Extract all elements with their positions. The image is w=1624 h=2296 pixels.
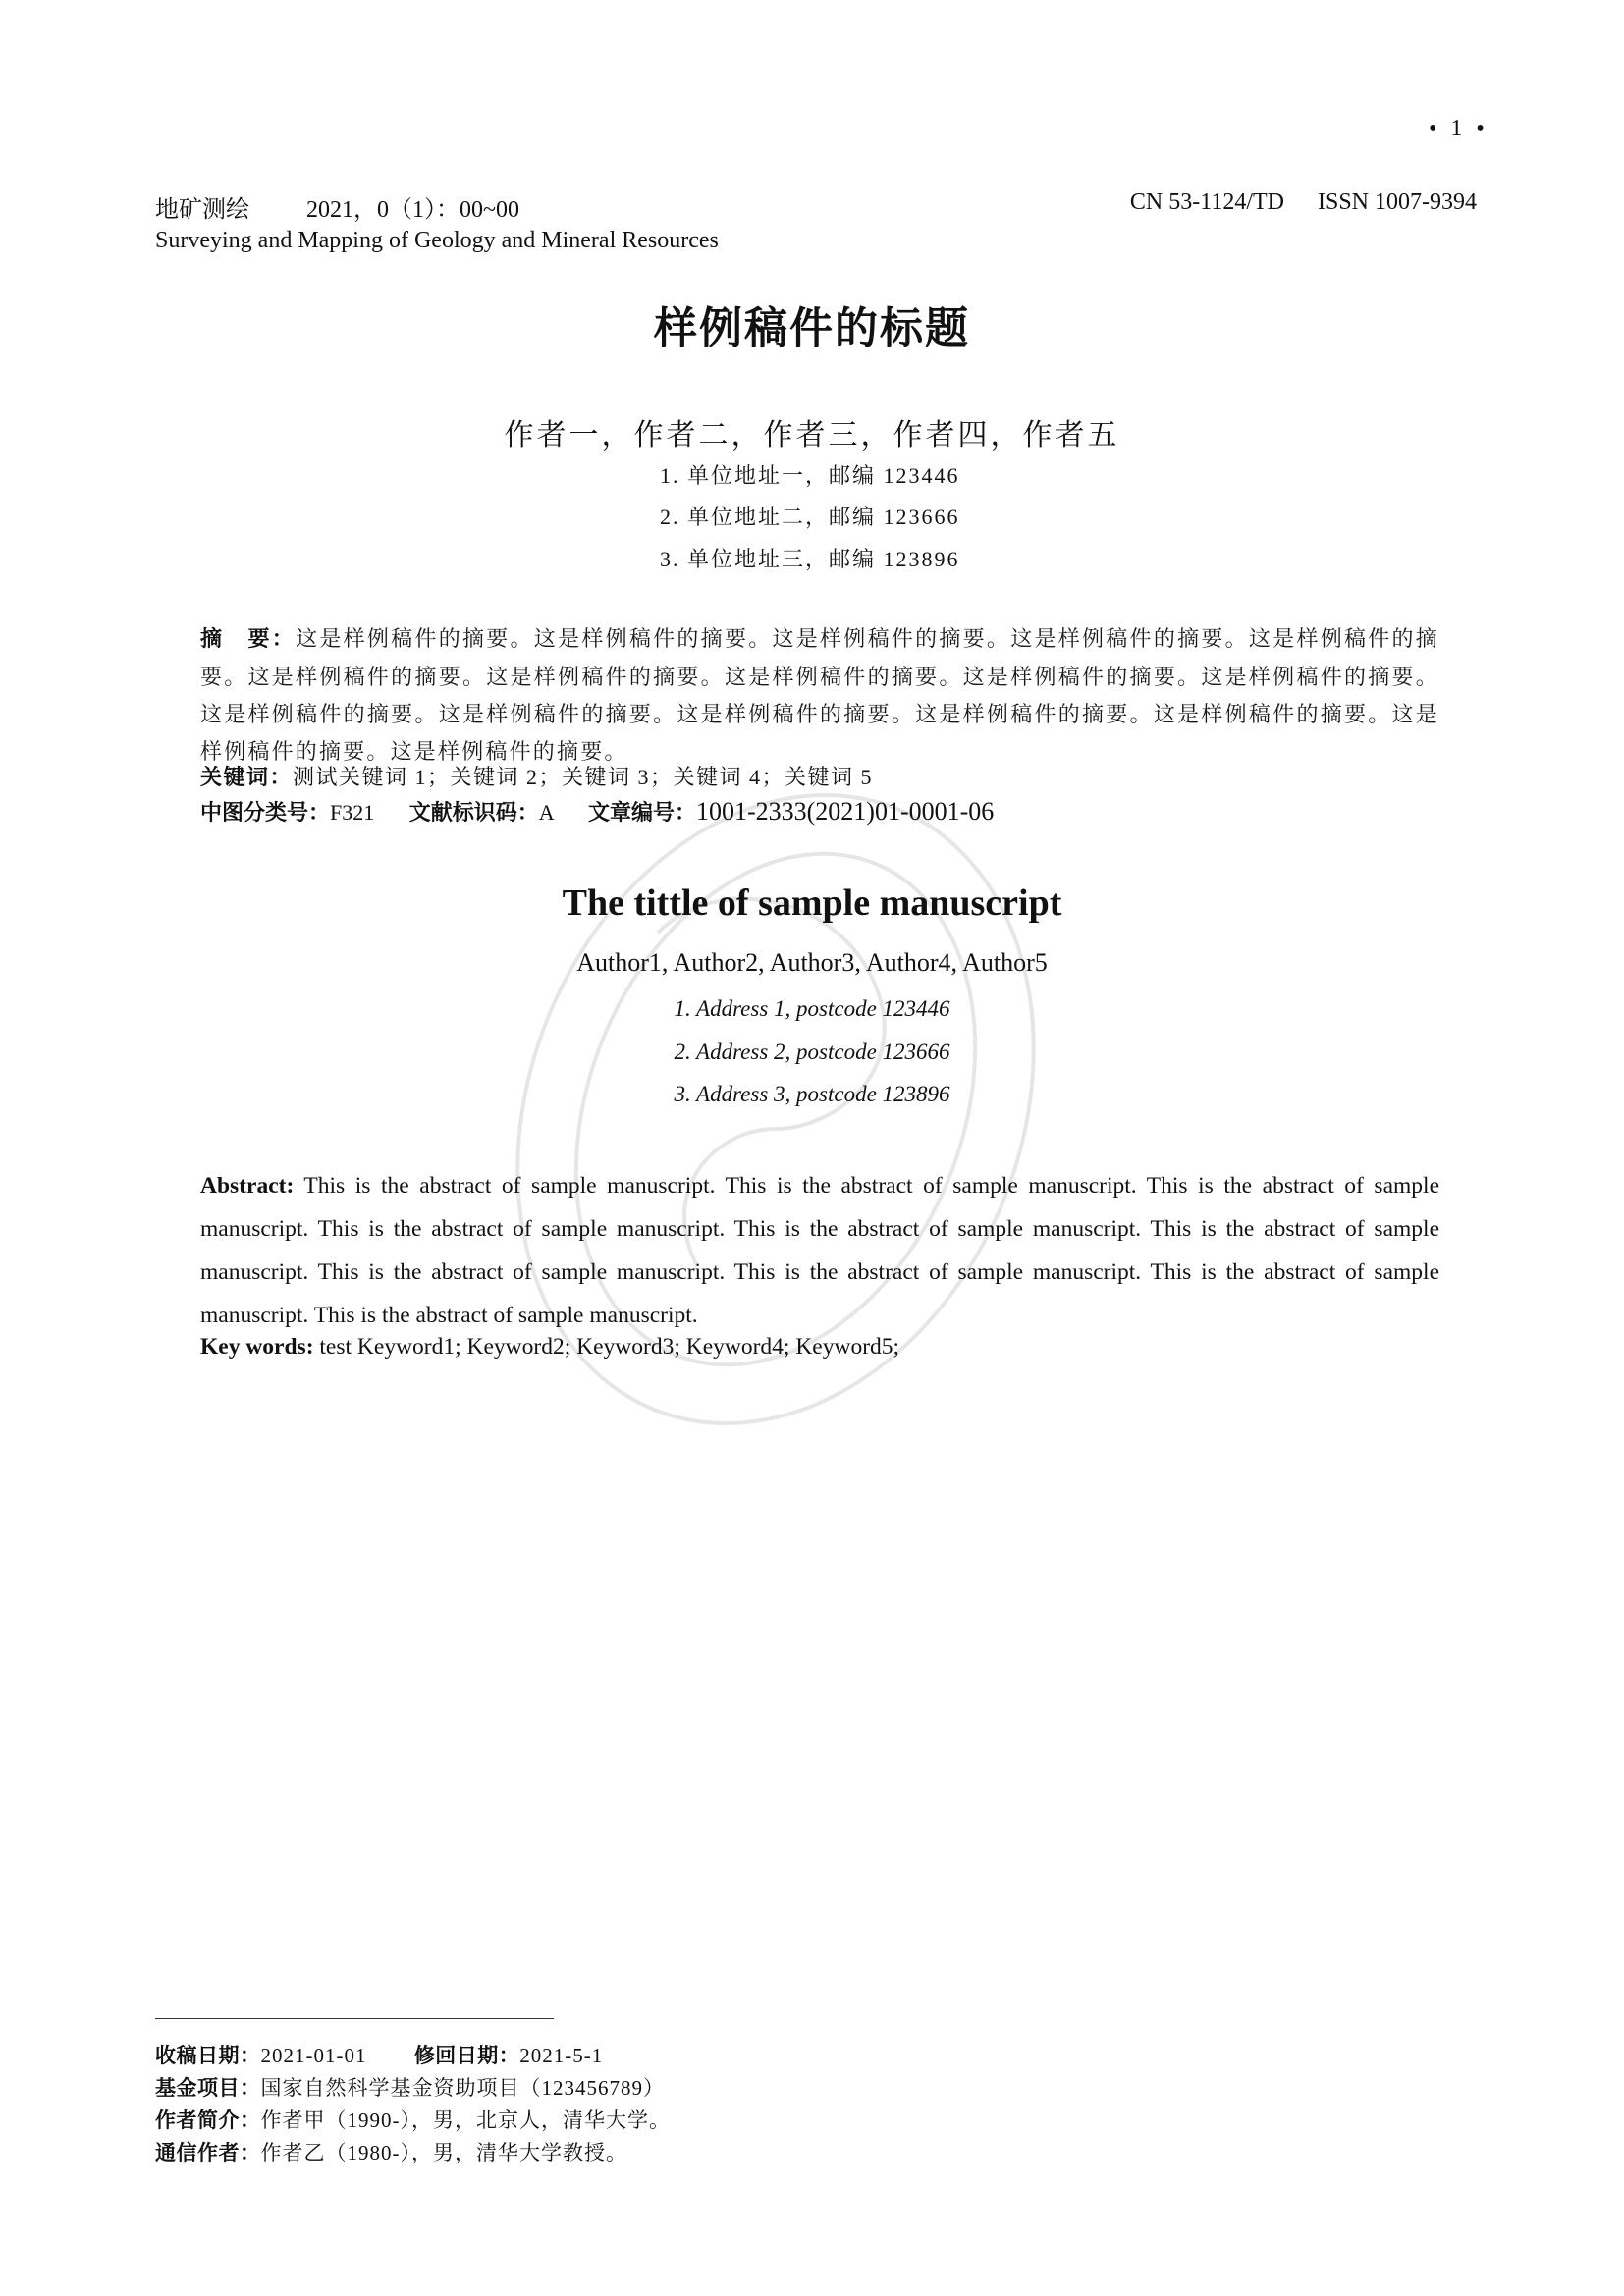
affiliation-en-1: 1. Address 1, postcode 123446 (674, 996, 950, 1021)
revised-label: 修回日期： (413, 2044, 520, 2067)
authors-cn: 作者一，作者二，作者三，作者四，作者五 (504, 419, 1120, 452)
cn-number: CN 53-1124/TD (1129, 189, 1284, 215)
corresponding-label: 通信作者： (155, 2141, 261, 2164)
keywords-en (200, 1334, 899, 1361)
abstract-cn-label: 摘 要： (200, 627, 297, 652)
clc-label: 中图分类号： (200, 801, 331, 826)
fund-label: 基金项目： (155, 2076, 261, 2100)
author-bio-label: 作者简介： (155, 2109, 261, 2132)
journal-identifiers (1130, 189, 1477, 216)
keywords-cn (200, 761, 873, 791)
revised-value: 2021-5-1 (519, 2044, 604, 2067)
received-value: 2021-01-01 (260, 2044, 367, 2067)
keywords-en-text: test Keyword1; Keyword2; Keyword3; Keyword4; Keyword5; (319, 1334, 900, 1360)
affiliation-cn-1: 1. 单位地址一，邮编 123446 (660, 463, 960, 488)
paper-title-cn: 样例稿件的标题 (654, 303, 970, 353)
journal-info (155, 189, 519, 224)
affiliation-en-2: 2. Address 2, postcode 123666 (674, 1040, 950, 1064)
footnote-author-bio (155, 2105, 671, 2134)
affiliation-cn-2: 2. 单位地址二，邮编 123666 (660, 505, 960, 529)
received-label: 收稿日期： (155, 2044, 261, 2067)
journal-name-cn: 地矿测绘 (155, 197, 249, 223)
keywords-cn-text: 测试关键词 1；关键词 2；关键词 3；关键词 4；关键词 5 (293, 765, 874, 789)
abstract-cn-text: 这是样例稿件的摘要。这是样例稿件的摘要。这是样例稿件的摘要。这是样例稿件的摘要。这是样例稿件的摘要。这是样例稿件的摘要。这是样例稿件的摘要。这是样例稿件的摘要。这是样例稿件的摘要。这是样例稿件的摘要。这是样例稿件的摘要。这是样例稿件的摘要。这是样例稿件的摘要。这是样例稿件的摘要。这是样例稿件的摘要。这是样例稿件的摘要。这是样例稿件的摘要。 (200, 626, 1439, 764)
abstract-en-text: This is the abstract of sample manuscript. This is the abstract of sample manuscript. This is the abstract of sample manuscript. This is the abstract of sample manuscript. This is the abstract of sample manuscript. This is the abstract of sample manuscript. This is the abstract of sample manuscript. This is the abstract of sample manuscript. This is the abstract of sample manuscript. This is the abstract of sample manuscript. (200, 1173, 1439, 1328)
page-number: • 1 • (1429, 116, 1489, 141)
footnote-corresponding (155, 2137, 627, 2166)
abstract-en-label: Abstract: (200, 1173, 295, 1199)
affiliation-cn-3: 3. 单位地址三，邮编 123896 (660, 547, 960, 571)
abstract-cn (200, 620, 1439, 771)
fund-value: 国家自然科学基金资助项目（123456789） (260, 2076, 665, 2100)
footnote-dates (155, 2040, 603, 2069)
doc-code-label: 文献标识码： (408, 801, 539, 826)
keywords-en-label: Key words: (200, 1334, 314, 1360)
keywords-cn-label: 关键词： (200, 766, 294, 790)
authors-en: Author1, Author2, Author3, Author4, Author5 (576, 948, 1048, 977)
clc-value: F321 (330, 800, 375, 825)
author-bio-value: 作者甲（1990-），男，北京人，清华大学。 (260, 2109, 671, 2132)
journal-name-en: Surveying and Mapping of Geology and Mineral Resources (155, 228, 719, 253)
classification-line (200, 796, 994, 827)
abstract-en (200, 1164, 1439, 1337)
footnote-fund (155, 2072, 665, 2102)
footnote-divider (155, 2018, 554, 2019)
issn-number: ISSN 1007-9394 (1317, 189, 1477, 215)
article-no-label: 文章编号： (587, 801, 696, 826)
paper-title-en: The tittle of sample manuscript (562, 882, 1062, 924)
affiliation-en-3: 3. Address 3, postcode 123896 (674, 1082, 950, 1106)
journal-issue: 2021，0（1）：00~00 (306, 197, 519, 223)
article-no-value: 1001-2333(2021)01-0001-06 (695, 797, 995, 826)
corresponding-value: 作者乙（1980-），男，清华大学教授。 (260, 2141, 627, 2164)
doc-code-value: A (538, 800, 554, 825)
